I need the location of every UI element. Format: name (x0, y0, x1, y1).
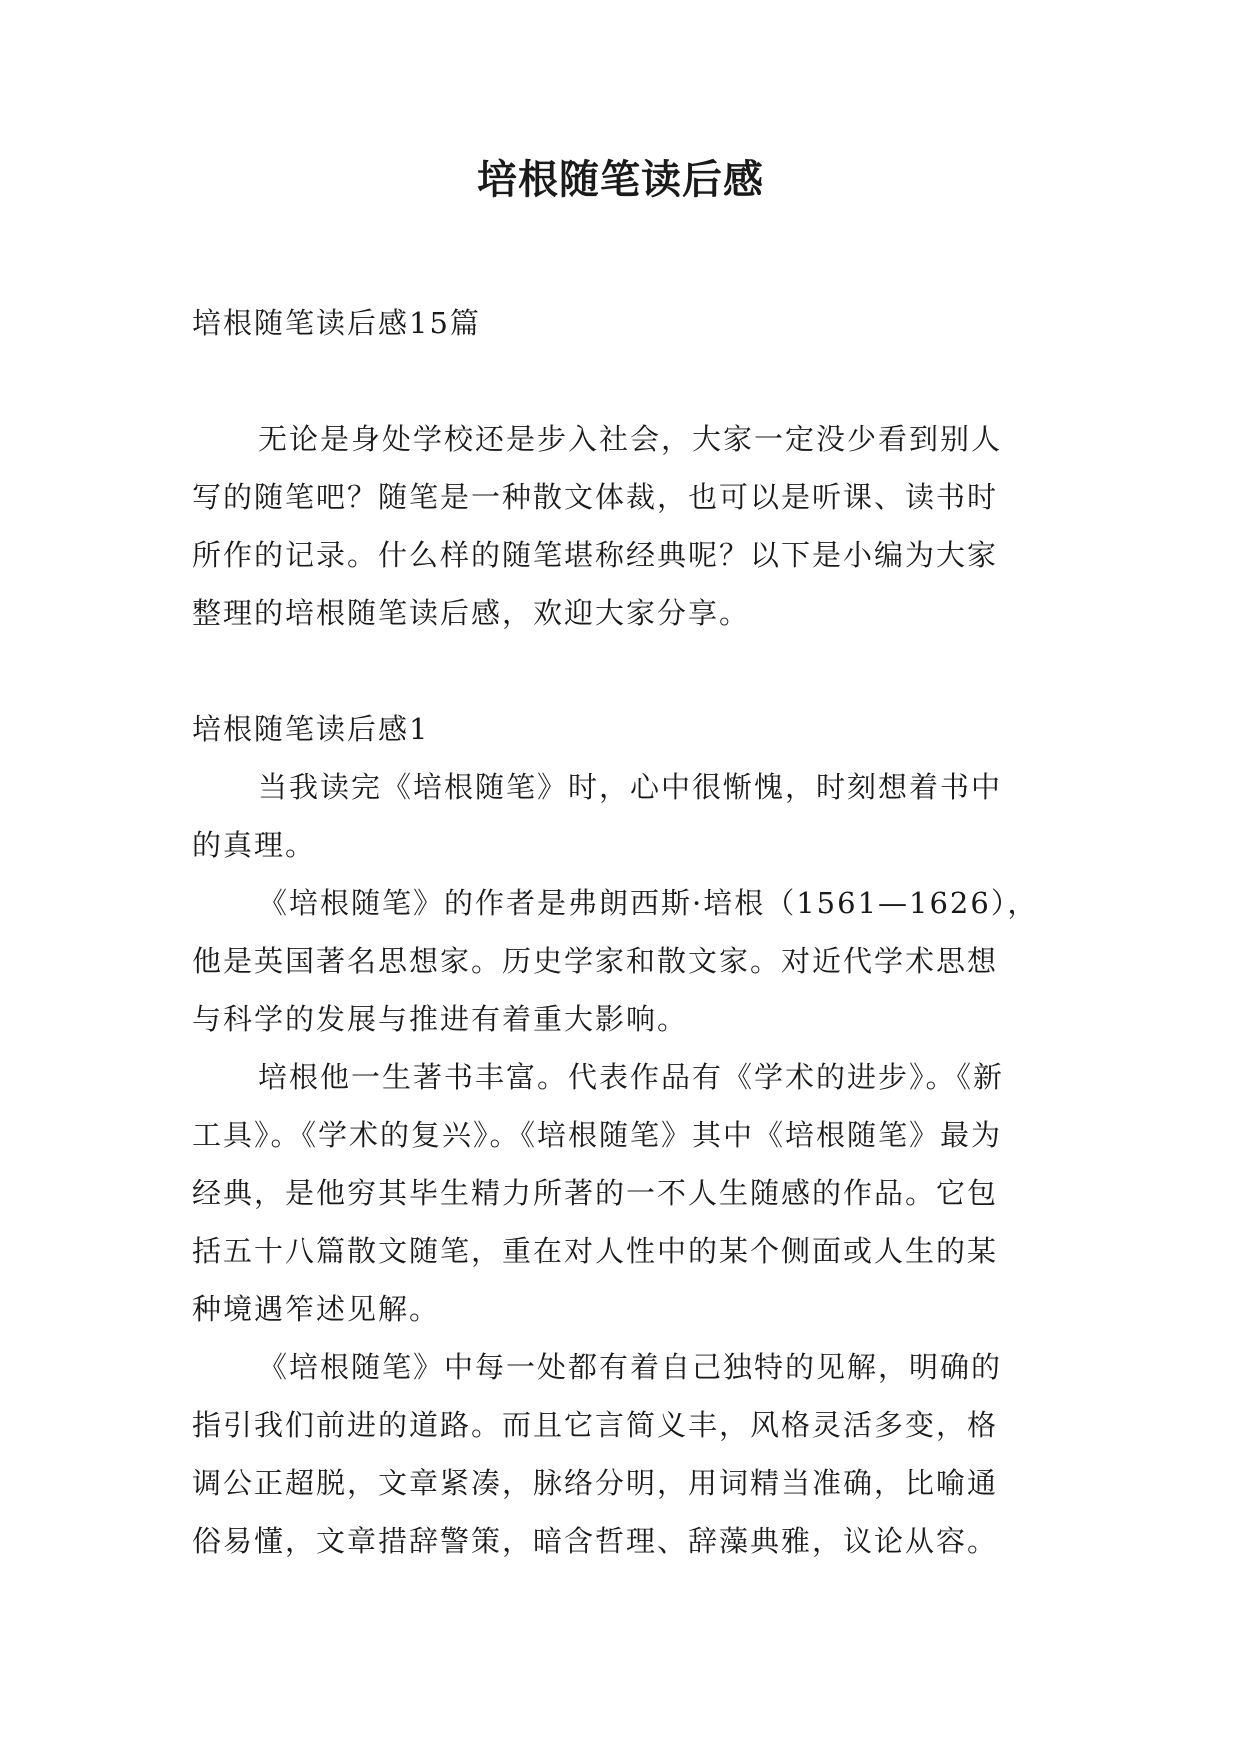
document-body (192, 294, 1060, 1570)
paragraph-line: 调公正超脱，文章紧凑，脉络分明，用词精当准确，比喻通 (192, 1466, 999, 1500)
intro-line: 整理的培根随笔读后感，欢迎大家分享。 (192, 596, 751, 630)
intro-line: 写的随笔吧？随笔是一种散文体裁，也可以是听课、读书时 (192, 480, 999, 514)
spacer (192, 642, 1060, 700)
paragraph-line: 俗易懂，文章措辞警策，暗含哲理、辞藻典雅，议论从容。 (192, 1524, 999, 1558)
paragraph-line: 他是英国著名思想家。历史学家和散文家。对近代学术思想 (192, 944, 999, 978)
section-heading: 培根随笔读后感1 (192, 712, 430, 746)
paragraph-line: 《培根随笔》的作者是弗朗西斯·培根（1561—1626）， (258, 886, 1039, 920)
document-title: 培根随笔读后感 (477, 156, 764, 203)
intro-line: 无论是身处学校还是步入社会，大家一定没少看到别人 (258, 422, 1003, 456)
paragraph-line: 培根他一生著书丰富。代表作品有《学术的进步》。《新 (258, 1060, 1005, 1094)
paragraph-line: 指引我们前进的道路。而且它言简义丰，风格灵活多变，格 (192, 1408, 999, 1442)
document-subtitle: 培根随笔读后感15篇 (192, 306, 481, 340)
intro-line: 所作的记录。什么样的随笔堪称经典呢？以下是小编为大家 (192, 538, 999, 572)
paragraph (192, 874, 1060, 1048)
paragraph-line: 种境遇笮述见解。 (192, 1292, 441, 1326)
paragraph-line: 工具》。《学术的复兴》。《培根随笔》其中《培根随笔》最为 (192, 1118, 1003, 1152)
paragraph-line: 的真理。 (192, 828, 317, 862)
paragraph-line: 经典，是他穷其毕生精力所著的一不人生随感的作品。它包 (192, 1176, 999, 1210)
paragraph (192, 1338, 1060, 1570)
spacer (192, 352, 1060, 410)
paragraph-line: 与科学的发展与推进有着重大影响。 (192, 1002, 689, 1036)
paragraph (192, 758, 1060, 874)
paragraph (192, 1048, 1060, 1338)
intro-paragraph (192, 410, 1060, 642)
paragraph-line: 《培根随笔》中每一处都有着自己独特的见解，明确的 (258, 1350, 1003, 1384)
paragraph-line: 括五十八篇散文随笔，重在对人性中的某个侧面或人生的某 (192, 1234, 999, 1268)
paragraph-line: 当我读完《培根随笔》时，心中很惭愧，时刻想着书中 (258, 770, 1003, 804)
